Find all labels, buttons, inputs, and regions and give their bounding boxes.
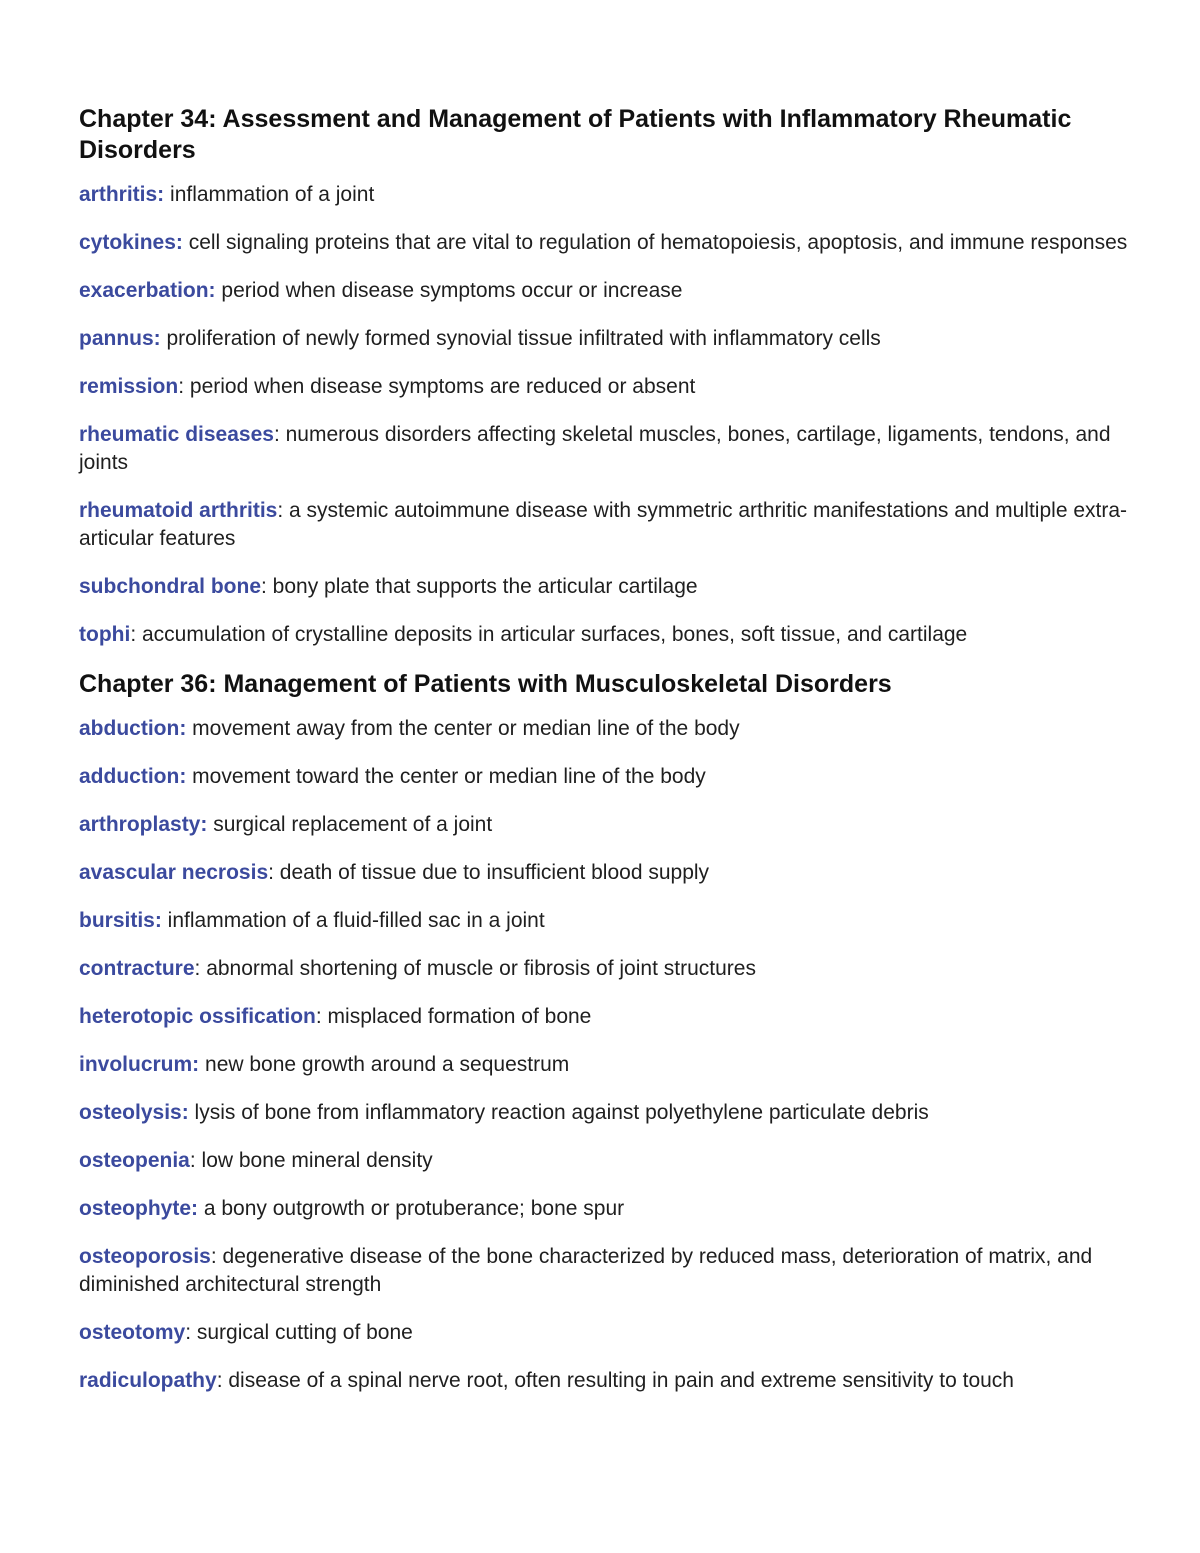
glossary-entry-rheumatic-diseases	[79, 421, 1139, 477]
glossary-definition: proliferation of newly formed synovial tissue infiltrated with inflammatory cells	[160, 327, 881, 350]
glossary-term: cytokines:	[79, 231, 183, 254]
glossary-definition: cell signaling proteins that are vital to regulation of hematopoiesis, apoptosis, and immune responses	[182, 231, 1128, 254]
glossary-term: rheumatic diseases	[79, 423, 274, 446]
glossary-term: subchondral bone	[79, 575, 262, 598]
glossary-term: heterotopic ossification	[79, 1005, 316, 1028]
glossary-entry-avascular-necrosis	[79, 859, 1139, 887]
glossary-definition: : abnormal shortening of muscle or fibrosis of joint structures	[194, 957, 756, 980]
glossary-entry-arthroplasty	[79, 811, 1139, 839]
glossary-term: osteopenia	[79, 1149, 190, 1172]
glossary-entry-bursitis	[79, 907, 1139, 935]
glossary-entry-osteoporosis	[79, 1243, 1139, 1299]
glossary-entry-pannus	[79, 325, 1139, 353]
glossary-term: adduction:	[79, 765, 187, 788]
glossary-definition: movement toward the center or median line of the body	[186, 765, 706, 788]
glossary-entry-remission	[79, 373, 1139, 401]
glossary-term: osteotomy	[79, 1321, 186, 1344]
glossary-entry-cytokines	[79, 229, 1139, 257]
glossary-term: remission	[79, 375, 179, 398]
glossary-entry-arthritis	[79, 181, 1139, 209]
glossary-definition: : bony plate that supports the articular cartilage	[261, 575, 698, 598]
glossary-definition: : death of tissue due to insufficient blood supply	[268, 861, 710, 884]
glossary-entry-adduction	[79, 763, 1139, 791]
glossary-entry-exacerbation	[79, 277, 1139, 305]
glossary-term: abduction:	[79, 717, 187, 740]
glossary-definition: : degenerative disease of the bone characterized by reduced mass, deterioration of matrix, and diminished architectural strength	[79, 1245, 1093, 1296]
glossary-definition: lysis of bone from inflammatory reaction against polyethylene particulate debris	[188, 1101, 929, 1124]
glossary-definition: inflammation of a joint	[164, 183, 375, 206]
glossary-entry-osteotomy	[79, 1319, 1139, 1347]
glossary-term: exacerbation:	[79, 279, 216, 302]
glossary-term: bursitis:	[79, 909, 162, 932]
glossary-definition: : misplaced formation of bone	[315, 1005, 592, 1028]
glossary-term: arthritis:	[79, 183, 165, 206]
glossary-definition: movement away from the center or median line of the body	[186, 717, 740, 740]
glossary-term: avascular necrosis	[79, 861, 269, 884]
glossary-term: contracture	[79, 957, 195, 980]
chapter-36-title: Chapter 36: Management of Patients with Musculoskeletal Disorders	[79, 670, 892, 698]
glossary-definition: : surgical cutting of bone	[185, 1321, 413, 1344]
glossary-definition: : numerous disorders affecting skeletal muscles, bones, cartilage, ligaments, tendons, and joints	[79, 423, 1111, 474]
glossary-definition: inflammation of a fluid-filled sac in a joint	[161, 909, 545, 932]
glossary-term: pannus:	[79, 327, 161, 350]
glossary-term: osteophyte:	[79, 1197, 199, 1220]
document-page	[79, 104, 1139, 1415]
glossary-term: involucrum:	[79, 1053, 200, 1076]
glossary-definition: new bone growth around a sequestrum	[199, 1053, 570, 1076]
glossary-definition: surgical replacement of a joint	[207, 813, 493, 836]
glossary-entry-osteolysis	[79, 1099, 1139, 1127]
chapter-34-title: Chapter 34: Assessment and Management of Patients with Inflammatory Rheumatic Disorders	[79, 105, 1072, 164]
glossary-definition: : low bone mineral density	[189, 1149, 433, 1172]
glossary-definition: : accumulation of crystalline deposits in articular surfaces, bones, soft tissue, and cartilage	[130, 623, 968, 646]
glossary-definition: a bony outgrowth or protuberance; bone spur	[198, 1197, 625, 1220]
glossary-term: tophi	[79, 623, 131, 646]
glossary-term: osteolysis:	[79, 1101, 189, 1124]
glossary-entry-radiculopathy	[79, 1367, 1139, 1395]
glossary-definition: period when disease symptoms occur or increase	[215, 279, 683, 302]
glossary-entry-subchondral-bone	[79, 573, 1139, 601]
glossary-term: radiculopathy	[79, 1369, 217, 1392]
glossary-entry-heterotopic-ossification	[79, 1003, 1139, 1031]
glossary-entry-rheumatoid-arthritis	[79, 497, 1139, 553]
glossary-definition: : period when disease symptoms are reduced or absent	[178, 375, 696, 398]
glossary-entry-osteophyte	[79, 1195, 1139, 1223]
glossary-entry-osteopenia	[79, 1147, 1139, 1175]
glossary-term: osteoporosis	[79, 1245, 211, 1268]
glossary-term: arthroplasty:	[79, 813, 208, 836]
glossary-definition: : disease of a spinal nerve root, often resulting in pain and extreme sensitivity to touch	[216, 1369, 1014, 1392]
glossary-entry-contracture	[79, 955, 1139, 983]
glossary-entry-involucrum	[79, 1051, 1139, 1079]
glossary-term: rheumatoid arthritis	[79, 499, 278, 522]
glossary-definition: : a systemic autoimmune disease with symmetric arthritic manifestations and multiple extra-articular features	[79, 499, 1128, 550]
glossary-entry-abduction	[79, 715, 1139, 743]
glossary-entry-tophi	[79, 621, 1139, 649]
